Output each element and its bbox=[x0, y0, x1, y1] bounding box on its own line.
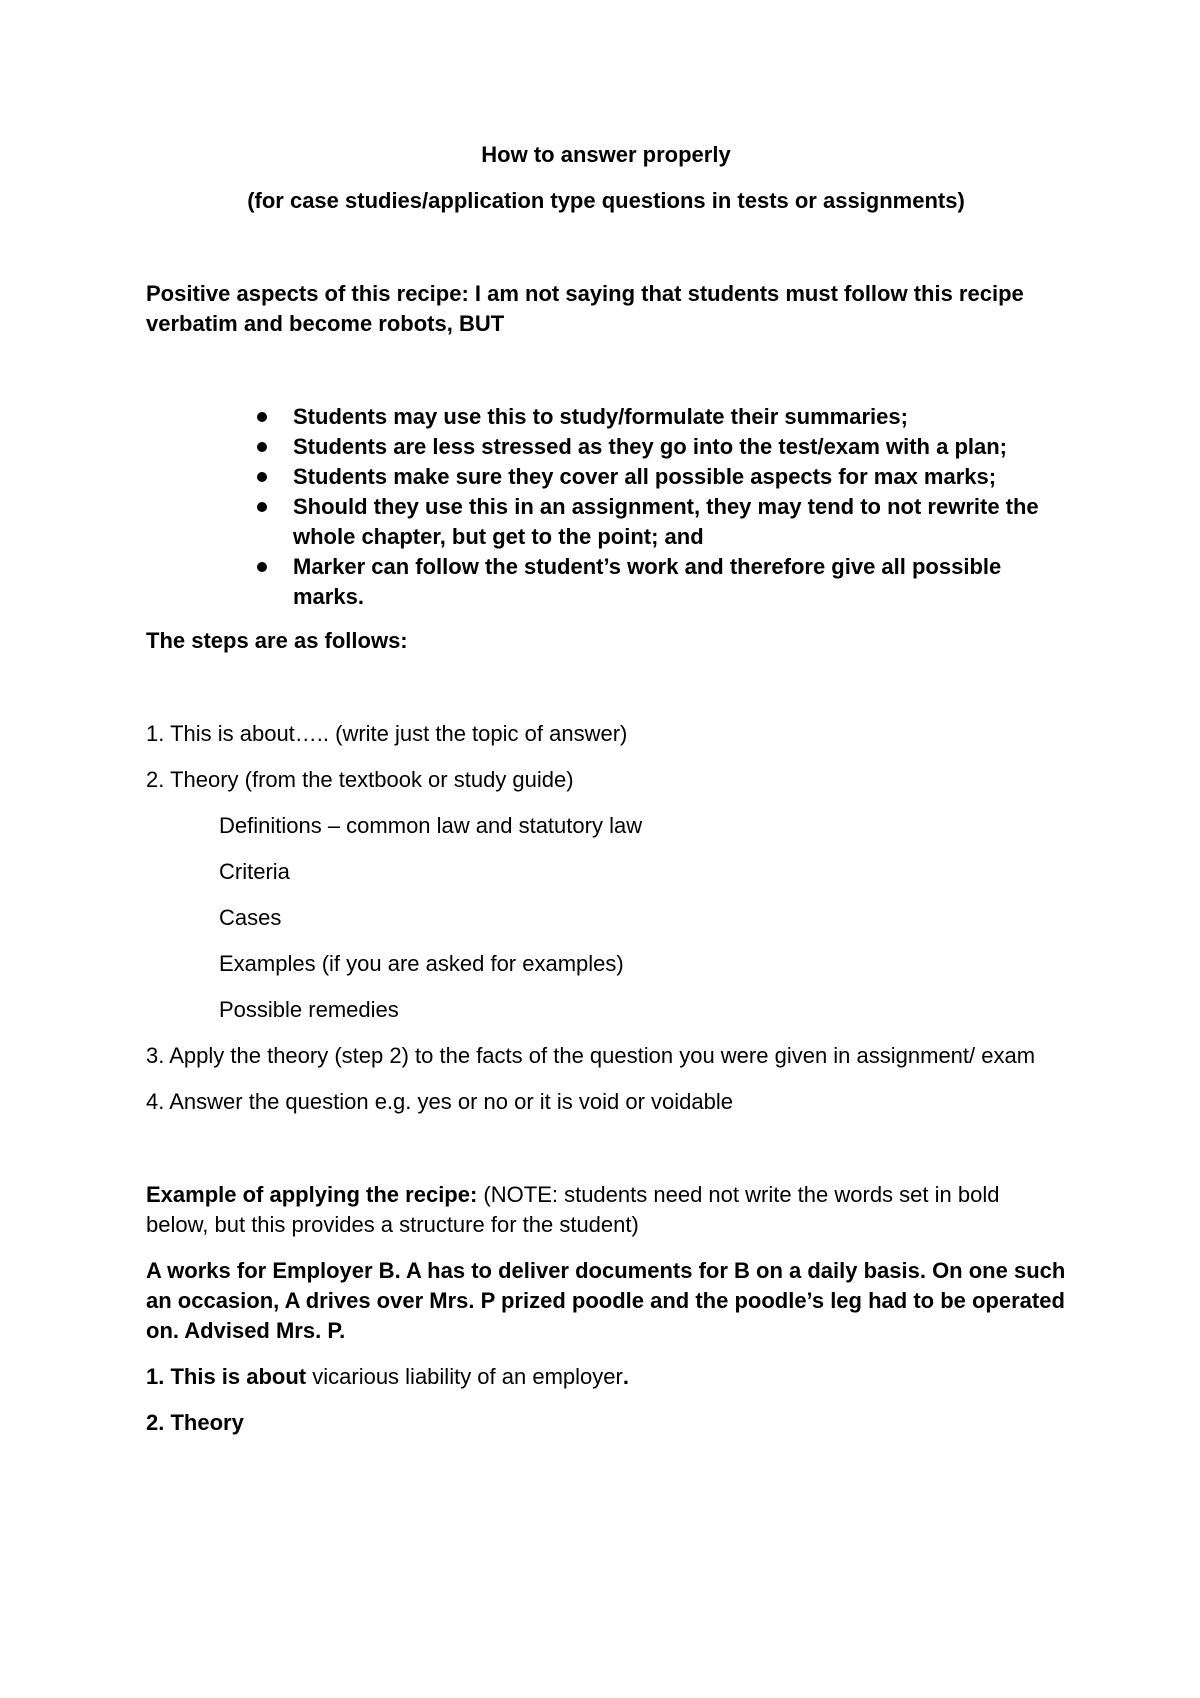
bullet-icon bbox=[257, 442, 267, 452]
case-scenario: A works for Employer B. A has to deliver documents for B on a daily basis. On one such an occasion, A drives over Mrs. P prized poodle and the poodle’s leg had to be operated on. Advised Mrs. P. bbox=[146, 1258, 1066, 1343]
document-title: How to answer properly bbox=[481, 142, 731, 167]
steps-heading: The steps are as follows: bbox=[146, 628, 408, 653]
theory-item-cases: Cases bbox=[219, 905, 282, 930]
theory-item-examples: Examples (if you are asked for examples) bbox=[219, 951, 624, 976]
example-paragraph bbox=[146, 1180, 1066, 1240]
bullet-icon bbox=[257, 412, 267, 422]
answer-step-1-end: . bbox=[622, 1364, 629, 1389]
benefit-text: Students may use this to study/formulate their summaries; bbox=[293, 404, 908, 429]
example-note: (NOTE: students need not write the words set in bold below, but this provides a structure for the student) bbox=[146, 1182, 1000, 1237]
benefit-text: Should they use this in an assignment, they may tend to not rewrite the whole chapter, but get to the point; and bbox=[293, 494, 1039, 549]
theory-item-criteria: Criteria bbox=[219, 859, 290, 884]
benefit-text: Students make sure they cover all possible aspects for max marks; bbox=[293, 464, 997, 489]
benefit-text: Students are less stressed as they go into the test/exam with a plan; bbox=[293, 434, 1007, 459]
step-1: 1. This is about….. (write just the topic of answer) bbox=[146, 721, 628, 746]
step-4: 4. Answer the question e.g. yes or no or it is void or voidable bbox=[146, 1089, 733, 1114]
bullet-icon bbox=[257, 472, 267, 482]
benefit-item bbox=[293, 402, 1066, 432]
answer-step-2: 2. Theory bbox=[146, 1410, 244, 1435]
bullet-icon bbox=[257, 562, 267, 572]
step-2: 2. Theory (from the textbook or study guide) bbox=[146, 767, 574, 792]
bullet-icon bbox=[257, 502, 267, 512]
answer-step-1-label: 1. This is about bbox=[146, 1364, 307, 1389]
benefit-item bbox=[293, 432, 1066, 462]
answer-step-1 bbox=[146, 1362, 1066, 1392]
answer-step-1-text: vicarious liability of an employer bbox=[306, 1364, 623, 1389]
benefit-text: Marker can follow the student’s work and therefore give all possible marks. bbox=[293, 554, 1002, 609]
benefits-list bbox=[146, 402, 1066, 612]
benefit-item bbox=[293, 552, 1066, 612]
document-subtitle: (for case studies/application type questions in tests or assignments) bbox=[247, 188, 965, 213]
benefit-item bbox=[293, 462, 1066, 492]
positive-aspects-paragraph: Positive aspects of this recipe: I am not saying that students must follow this recipe verbatim and become robots, BUT bbox=[146, 281, 1024, 336]
step-3: 3. Apply the theory (step 2) to the facts of the question you were given in assignment/ exam bbox=[146, 1043, 1036, 1068]
theory-item-remedies: Possible remedies bbox=[219, 997, 399, 1022]
theory-item-definitions: Definitions – common law and statutory law bbox=[219, 813, 643, 838]
benefit-item bbox=[293, 492, 1066, 552]
example-label: Example of applying the recipe: bbox=[146, 1182, 478, 1207]
document-content bbox=[146, 140, 1066, 1454]
